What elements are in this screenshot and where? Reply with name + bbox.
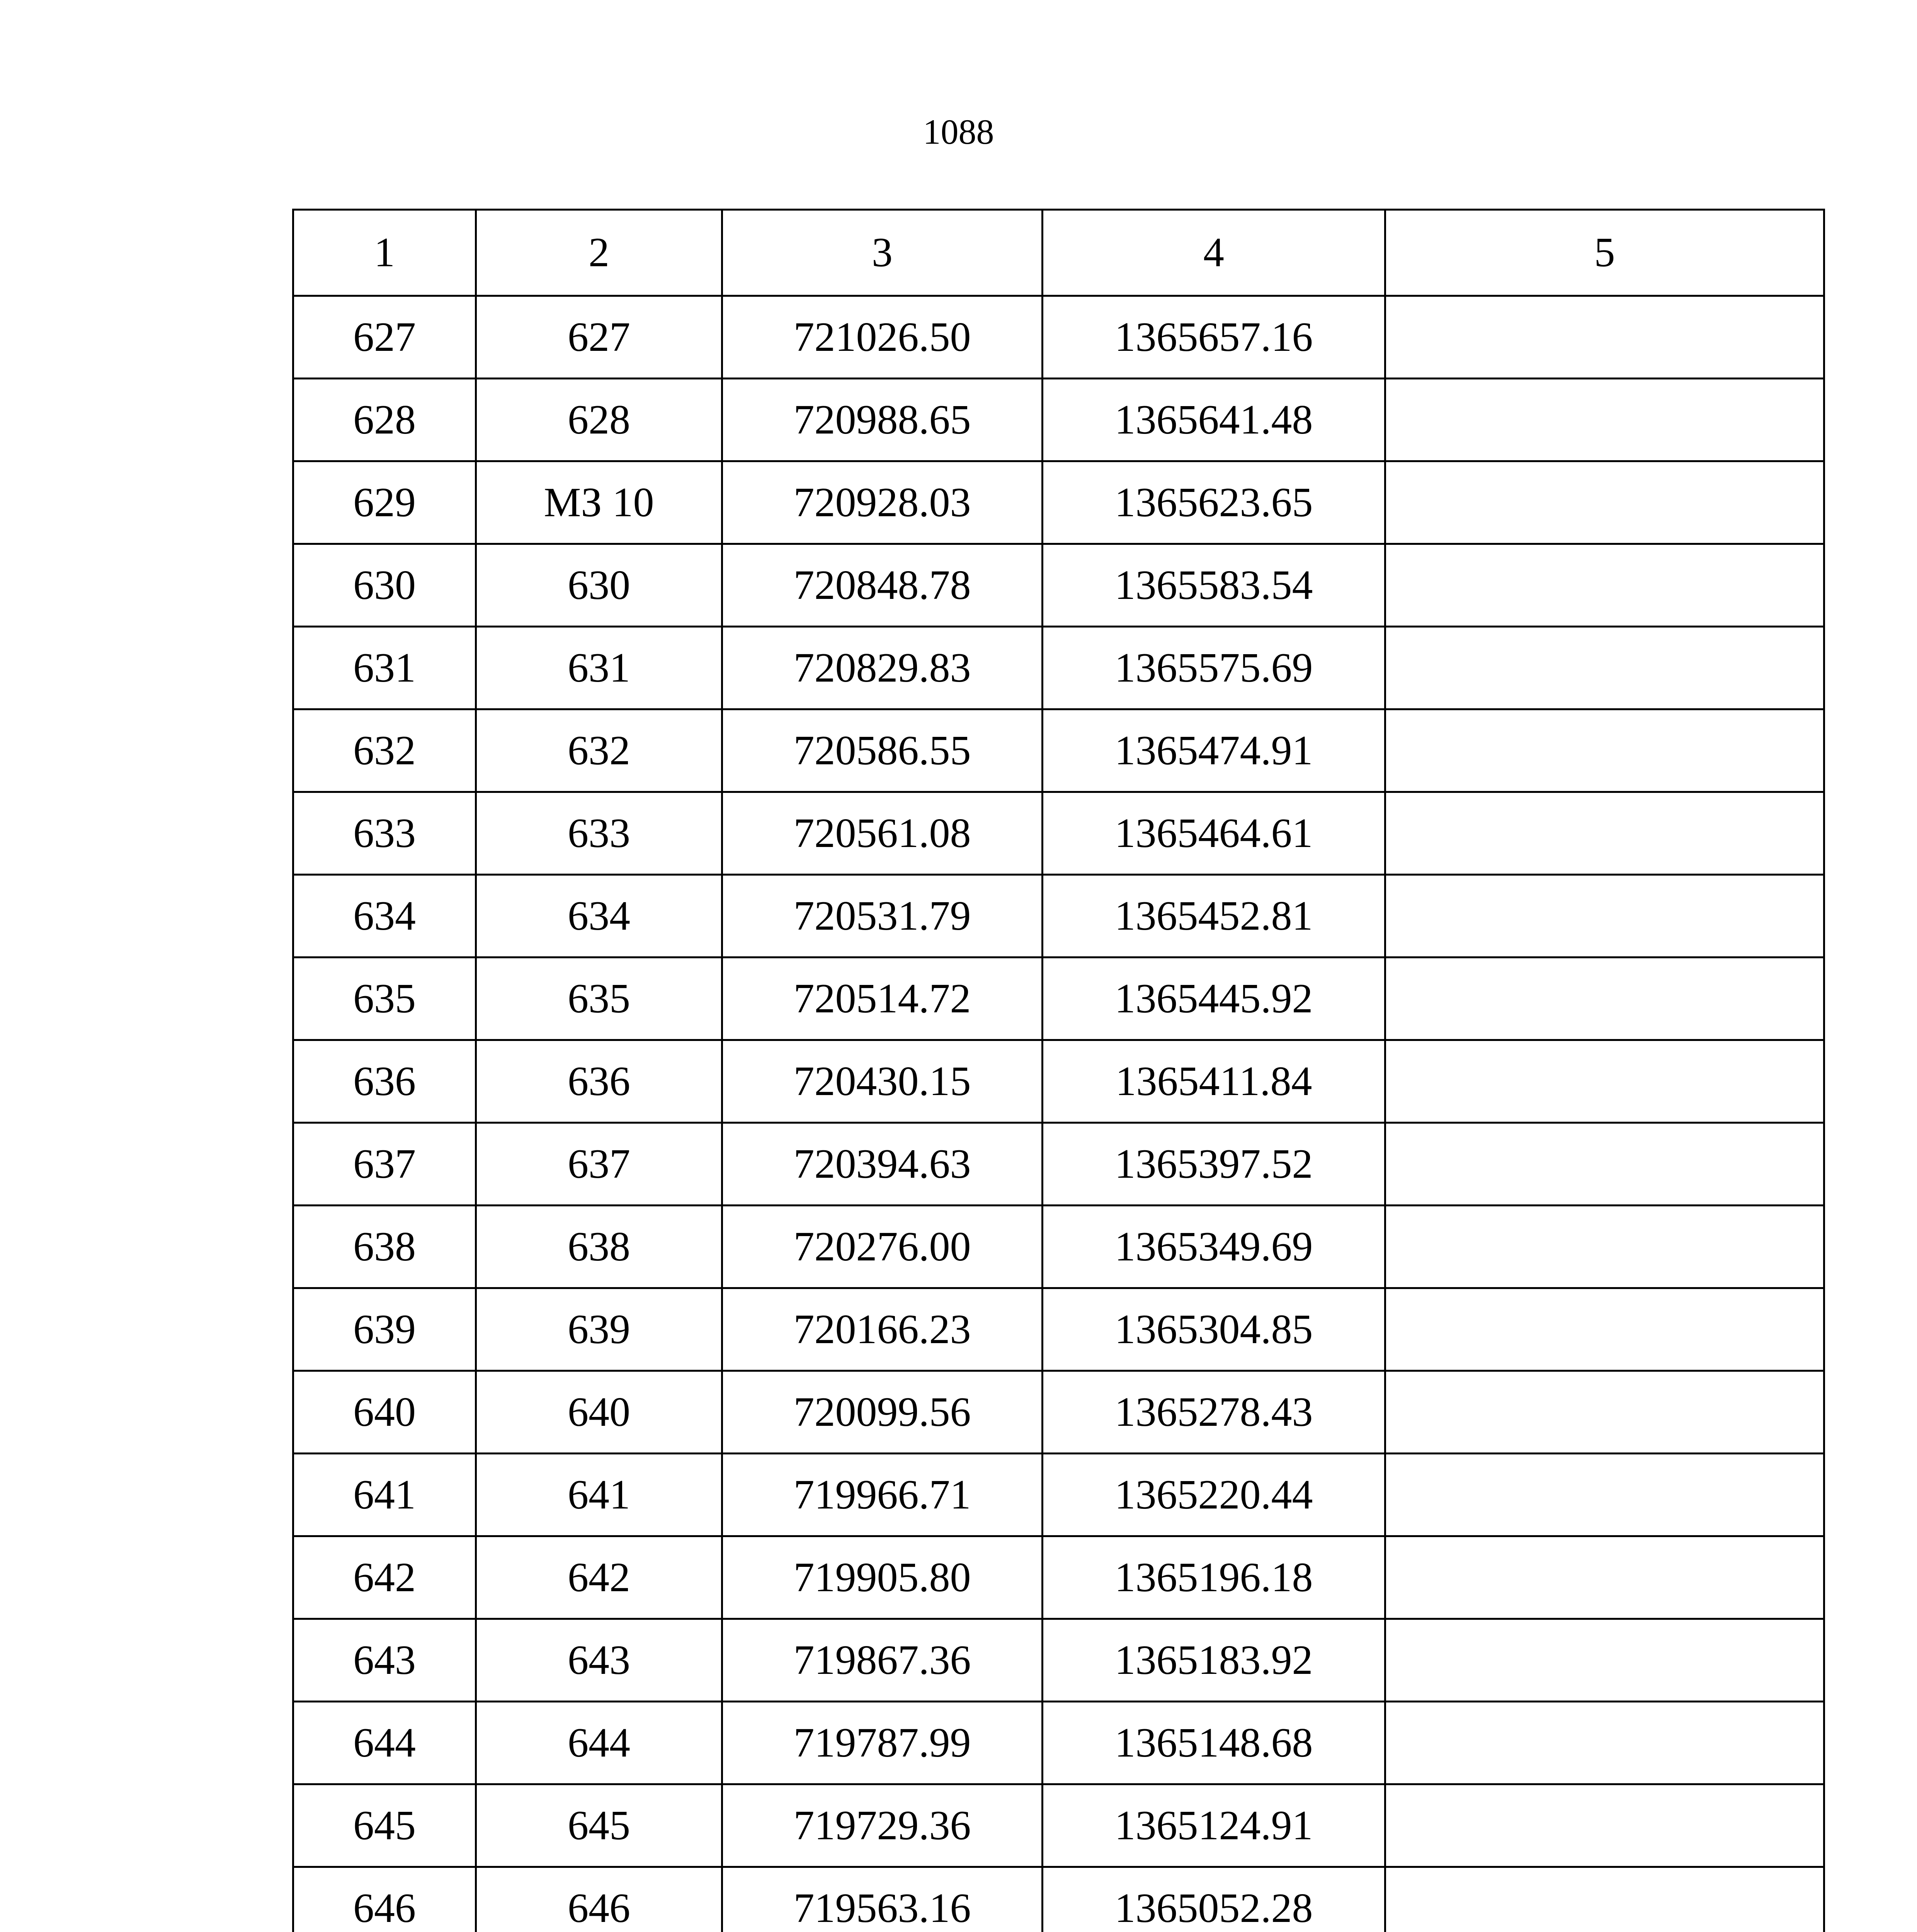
cell-note [1385,1454,1824,1536]
cell-row-number: 632 [293,709,476,792]
cell-y-coordinate: 1365452.81 [1043,875,1385,957]
cell-point-name: 646 [476,1867,722,1932]
cell-point-name: 635 [476,957,722,1040]
cell-note [1385,792,1824,875]
table-row [293,461,1824,544]
table-row [293,1040,1824,1123]
cell-x-coordinate: 719563.16 [722,1867,1043,1932]
cell-note [1385,1123,1824,1206]
cell-point-name: 634 [476,875,722,957]
cell-point-name: 632 [476,709,722,792]
table-row [293,627,1824,709]
header-cell-4: 4 [1043,210,1385,296]
cell-row-number: 637 [293,1123,476,1206]
cell-row-number: 635 [293,957,476,1040]
cell-x-coordinate: 720988.65 [722,379,1043,461]
cell-row-number: 642 [293,1536,476,1619]
cell-note [1385,1619,1824,1702]
table-row [293,1536,1824,1619]
table-row [293,709,1824,792]
cell-y-coordinate: 1365575.69 [1043,627,1385,709]
table-row [293,1206,1824,1288]
cell-point-name: 642 [476,1536,722,1619]
cell-x-coordinate: 719787.99 [722,1702,1043,1784]
table-row [293,875,1824,957]
cell-point-name: МЗ 10 [476,461,722,544]
cell-note [1385,627,1824,709]
cell-y-coordinate: 1365220.44 [1043,1454,1385,1536]
cell-row-number: 631 [293,627,476,709]
table-row [293,379,1824,461]
cell-y-coordinate: 1365148.68 [1043,1702,1385,1784]
cell-point-name: 630 [476,544,722,627]
cell-y-coordinate: 1365411.84 [1043,1040,1385,1123]
cell-note [1385,957,1824,1040]
table-body [293,210,1824,1932]
cell-row-number: 643 [293,1619,476,1702]
table-row [293,1288,1824,1371]
table-header-row [293,210,1824,296]
cell-x-coordinate: 720166.23 [722,1288,1043,1371]
cell-point-name: 633 [476,792,722,875]
cell-x-coordinate: 719729.36 [722,1784,1043,1867]
cell-x-coordinate: 720514.72 [722,957,1043,1040]
cell-note [1385,544,1824,627]
cell-y-coordinate: 1365657.16 [1043,296,1385,379]
cell-note [1385,1784,1824,1867]
table-row [293,792,1824,875]
table-row [293,1371,1824,1454]
cell-point-name: 631 [476,627,722,709]
cell-row-number: 645 [293,1784,476,1867]
cell-y-coordinate: 1365349.69 [1043,1206,1385,1288]
cell-row-number: 641 [293,1454,476,1536]
cell-row-number: 636 [293,1040,476,1123]
cell-row-number: 629 [293,461,476,544]
cell-note [1385,1371,1824,1454]
cell-point-name: 643 [476,1619,722,1702]
cell-y-coordinate: 1365196.18 [1043,1536,1385,1619]
cell-x-coordinate: 720394.63 [722,1123,1043,1206]
table-row [293,1123,1824,1206]
cell-y-coordinate: 1365278.43 [1043,1371,1385,1454]
cell-x-coordinate: 719867.36 [722,1619,1043,1702]
cell-x-coordinate: 720276.00 [722,1206,1043,1288]
cell-y-coordinate: 1365397.52 [1043,1123,1385,1206]
cell-row-number: 628 [293,379,476,461]
table-row [293,544,1824,627]
header-cell-3: 3 [722,210,1043,296]
cell-row-number: 627 [293,296,476,379]
cell-point-name: 627 [476,296,722,379]
cell-point-name: 638 [476,1206,722,1288]
page-number: 1088 [923,112,994,151]
cell-row-number: 646 [293,1867,476,1932]
cell-note [1385,875,1824,957]
cell-x-coordinate: 719905.80 [722,1536,1043,1619]
cell-point-name: 640 [476,1371,722,1454]
cell-note [1385,1206,1824,1288]
cell-y-coordinate: 1365183.92 [1043,1619,1385,1702]
cell-y-coordinate: 1365304.85 [1043,1288,1385,1371]
cell-y-coordinate: 1365445.92 [1043,957,1385,1040]
table-row [293,1619,1824,1702]
cell-x-coordinate: 720848.78 [722,544,1043,627]
table-row [293,957,1824,1040]
cell-x-coordinate: 720531.79 [722,875,1043,957]
cell-point-name: 645 [476,1784,722,1867]
cell-point-name: 644 [476,1702,722,1784]
cell-note [1385,1288,1824,1371]
cell-note [1385,709,1824,792]
cell-note [1385,1040,1824,1123]
cell-note [1385,1536,1824,1619]
cell-y-coordinate: 1365583.54 [1043,544,1385,627]
table-row [293,1784,1824,1867]
coordinates-table [292,209,1825,1932]
cell-x-coordinate: 720430.15 [722,1040,1043,1123]
cell-y-coordinate: 1365641.48 [1043,379,1385,461]
cell-row-number: 639 [293,1288,476,1371]
table-row [293,1454,1824,1536]
cell-note [1385,379,1824,461]
cell-row-number: 630 [293,544,476,627]
cell-point-name: 628 [476,379,722,461]
table-row [293,1702,1824,1784]
cell-point-name: 639 [476,1288,722,1371]
cell-y-coordinate: 1365464.61 [1043,792,1385,875]
cell-point-name: 641 [476,1454,722,1536]
table-row [293,296,1824,379]
cell-row-number: 638 [293,1206,476,1288]
cell-point-name: 636 [476,1040,722,1123]
cell-note [1385,1702,1824,1784]
cell-x-coordinate: 720586.55 [722,709,1043,792]
table-row [293,1867,1824,1932]
cell-x-coordinate: 721026.50 [722,296,1043,379]
header-cell-5: 5 [1385,210,1824,296]
header-cell-2: 2 [476,210,722,296]
cell-x-coordinate: 720928.03 [722,461,1043,544]
cell-note [1385,1867,1824,1932]
cell-row-number: 644 [293,1702,476,1784]
cell-note [1385,296,1824,379]
cell-row-number: 640 [293,1371,476,1454]
cell-x-coordinate: 720829.83 [722,627,1043,709]
header-cell-1: 1 [293,210,476,296]
cell-note [1385,461,1824,544]
cell-y-coordinate: 1365623.65 [1043,461,1385,544]
cell-point-name: 637 [476,1123,722,1206]
cell-row-number: 634 [293,875,476,957]
cell-x-coordinate: 719966.71 [722,1454,1043,1536]
cell-y-coordinate: 1365052.28 [1043,1867,1385,1932]
cell-y-coordinate: 1365124.91 [1043,1784,1385,1867]
cell-y-coordinate: 1365474.91 [1043,709,1385,792]
cell-row-number: 633 [293,792,476,875]
cell-x-coordinate: 720561.08 [722,792,1043,875]
cell-x-coordinate: 720099.56 [722,1371,1043,1454]
